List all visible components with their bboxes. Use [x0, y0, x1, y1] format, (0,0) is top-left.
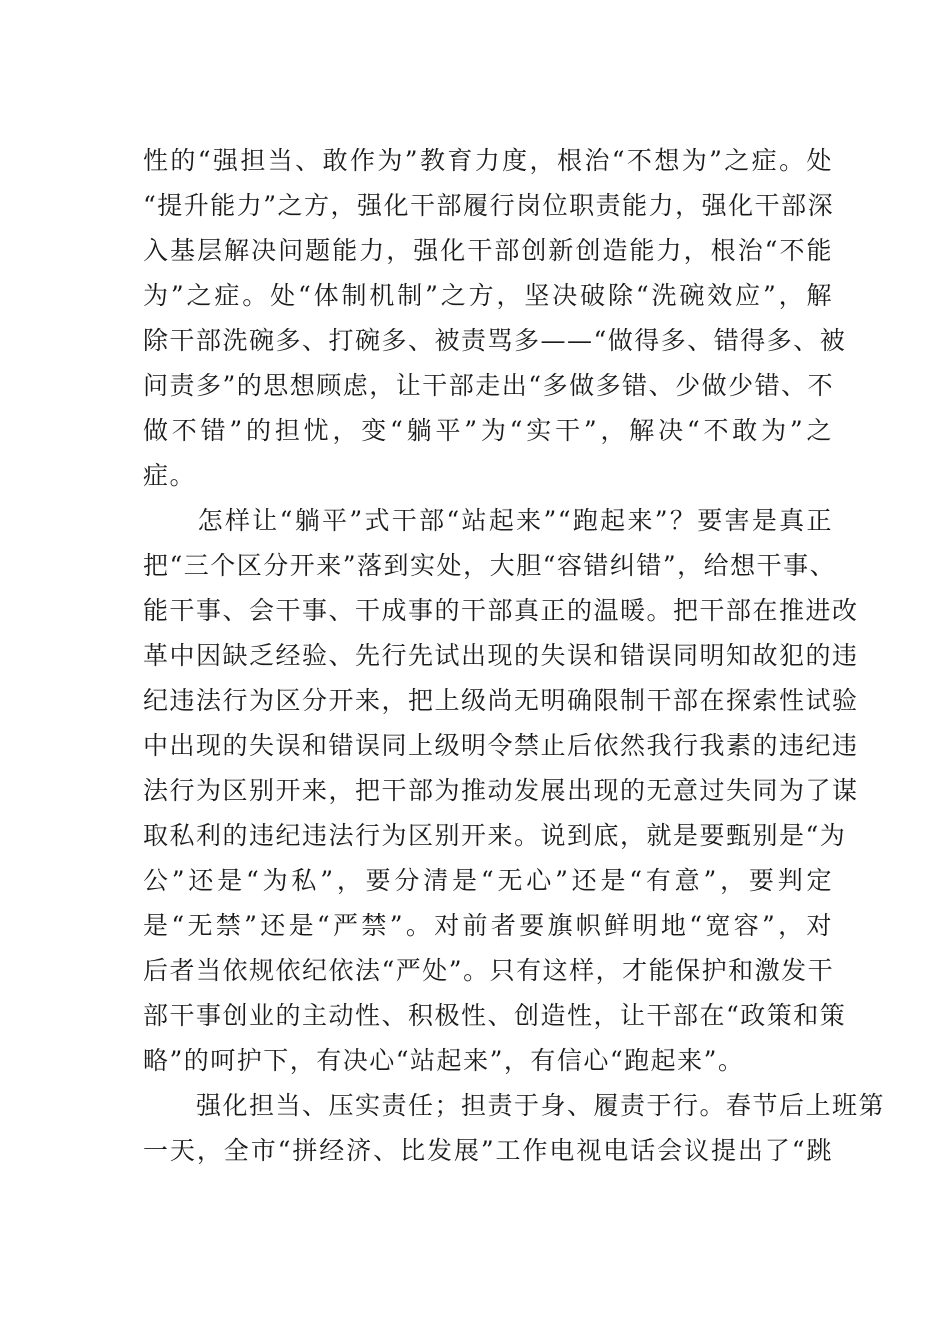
text-line: 中出现的失误和错误同上级明令禁止后依然我行我素的违纪违 [143, 731, 859, 760]
text-line: 能干事、会干事、干成事的干部真正的温暖。把干部在推进改 [143, 596, 859, 625]
text-line: 后者当依规依纪依法“严处”。只有这样，才能保护和激发干 [143, 956, 835, 985]
text-line: 部干事创业的主动性、积极性、创造性，让干部在“政策和策 [143, 1001, 847, 1030]
paragraph-3 [143, 1083, 886, 1173]
text-line: 取私利的违纪违法行为区别开来。说到底，就是要甄别是“为 [143, 821, 847, 850]
document-body [143, 138, 886, 1173]
text-line: 一天，全市“拼经济、比发展”工作电视电话会议提出了“跳 [143, 1136, 833, 1165]
text-line: 是“无禁”还是“严禁”。对前者要旗帜鲜明地“宽容”，对 [143, 911, 833, 940]
text-line: “提升能力”之方，强化干部履行岗位职责能力，强化干部深 [143, 191, 835, 220]
text-line: 公”还是“为私”，要分清是“无心”还是“有意”，要判定 [143, 866, 833, 895]
text-line: 除干部洗碗多、打碗多、被责骂多——“做得多、错得多、被 [143, 326, 847, 355]
text-line: 纪违法行为区分开来，把上级尚无明确限制干部在探索性试验 [143, 686, 859, 715]
text-line: 入基层解决问题能力，强化干部创新创造能力，根治“不能 [143, 236, 833, 265]
text-line: 强化担当、压实责任；担责于身、履责于行。春节后上班第 [143, 1091, 886, 1120]
text-line: 做不错”的担忧，变“躺平”为“实干”，解决“不敢为”之 [143, 416, 833, 445]
text-line: 问责多”的思想顾虑，让干部走出“多做多错、少做少错、不 [143, 371, 835, 400]
paragraph-1 [143, 138, 847, 498]
paragraph-2 [143, 498, 859, 1083]
text-line: 革中因缺乏经验、先行先试出现的失误和错误同明知故犯的违 [143, 641, 859, 670]
text-line: 为”之症。处“体制机制”之方，坚决破除“洗碗效应”，解 [143, 281, 833, 310]
text-line: 略”的呵护下，有决心“站起来”，有信心“跑起来”。 [143, 1046, 745, 1075]
text-line: 症。 [143, 461, 197, 490]
text-line: 把“三个区分开来”落到实处，大胆“容错纠错”，给想干事、 [143, 551, 837, 580]
text-line: 法行为区别开来，把干部为推动发展出现的无意过失同为了谋 [143, 776, 859, 805]
text-line: 性的“强担当、敢作为”教育力度，根治“不想为”之症。处 [143, 146, 833, 175]
text-line: 怎样让“躺平”式干部“站起来”“跑起来”？要害是真正 [143, 506, 833, 535]
